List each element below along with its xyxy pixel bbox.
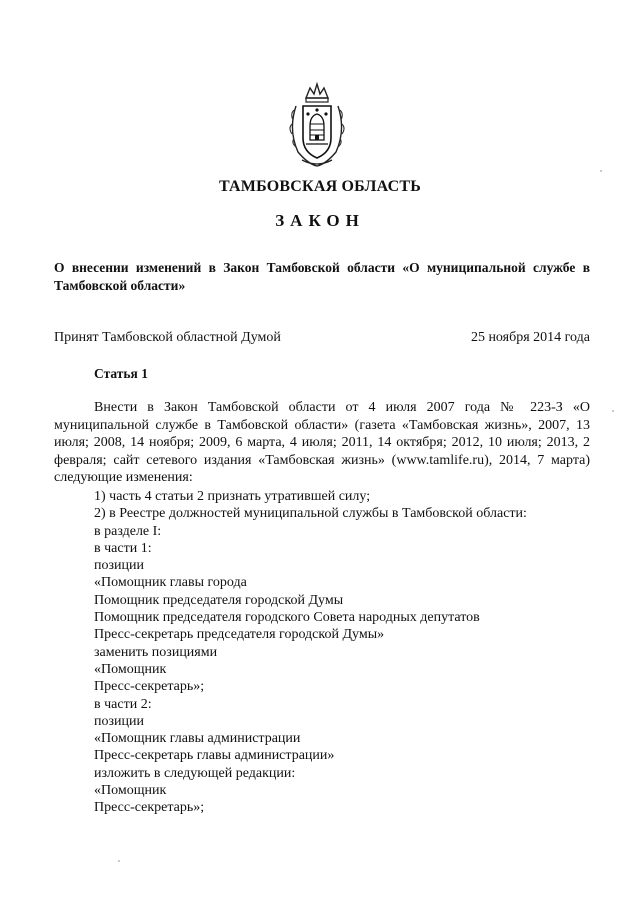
article-line: «Помощник xyxy=(94,783,167,799)
article-line: в части 2: xyxy=(94,696,152,712)
scan-speck xyxy=(118,860,120,862)
article-line: «Помощник xyxy=(94,661,167,677)
article-line: заменить позициями xyxy=(94,644,218,660)
region-heading: ТАМБОВСКАЯ ОБЛАСТЬ xyxy=(218,178,422,195)
article-line: позиции xyxy=(94,713,144,729)
article-line: изложить в следующей редакции: xyxy=(94,765,296,781)
article-line: Помощник председателя городской Думы xyxy=(94,592,344,608)
article-line: «Помощник главы города xyxy=(94,575,247,591)
article-line: Пресс-секретарь председателя городской Думы» xyxy=(94,627,385,643)
adopted-by: Принят Тамбовской областной Думой xyxy=(54,330,281,345)
article-intro-paragraph: Внести в Закон Тамбовской области от 4 июля 2007 года № 223-З «О муниципальной службе в Тамбовской области» (газета «Тамбовская жизнь», 2007, 13 июля; 2008, 14 ноября; 2009, 6 марта, 4 июля; 2011, 14 октября; 2012, 10 июля; 2013, 2 февраля; сайт сетевого издания «Тамбовская жизнь» (www.tamlife.ru), 2014, 7 марта) следующие изменения: xyxy=(54,400,590,486)
scan-speck xyxy=(600,170,602,172)
article-line: Пресс-секретарь главы администрации» xyxy=(94,748,335,764)
article-line: 1) часть 4 статьи 2 признать утратившей силу; xyxy=(94,489,371,504)
document-type-heading: ЗАКОН xyxy=(275,211,365,230)
adoption-date: 25 ноября 2014 года xyxy=(470,330,590,345)
article-line: «Помощник главы администрации xyxy=(94,731,301,747)
article-line: Пресс-секретарь»; xyxy=(94,800,205,816)
article-line: Пресс-секретарь»; xyxy=(94,679,205,695)
article-line: в части 1: xyxy=(94,540,152,556)
article-heading: Статья 1 xyxy=(94,366,148,381)
article-line: Помощник председателя городского Совета народных депутатов xyxy=(94,610,480,626)
adoption-line xyxy=(54,330,590,346)
law-title: О внесении изменений в Закон Тамбовской области «О муниципальной службе в Тамбовской области» xyxy=(54,260,590,293)
coat-of-arms-icon xyxy=(284,80,350,168)
article-line: позиции xyxy=(94,558,144,574)
scan-speck xyxy=(612,410,614,412)
article-line: 2) в Реестре должностей муниципальной службы в Тамбовской области: xyxy=(94,506,527,522)
article-amendment-lines xyxy=(94,488,527,817)
article-line: в разделе I: xyxy=(94,523,162,539)
